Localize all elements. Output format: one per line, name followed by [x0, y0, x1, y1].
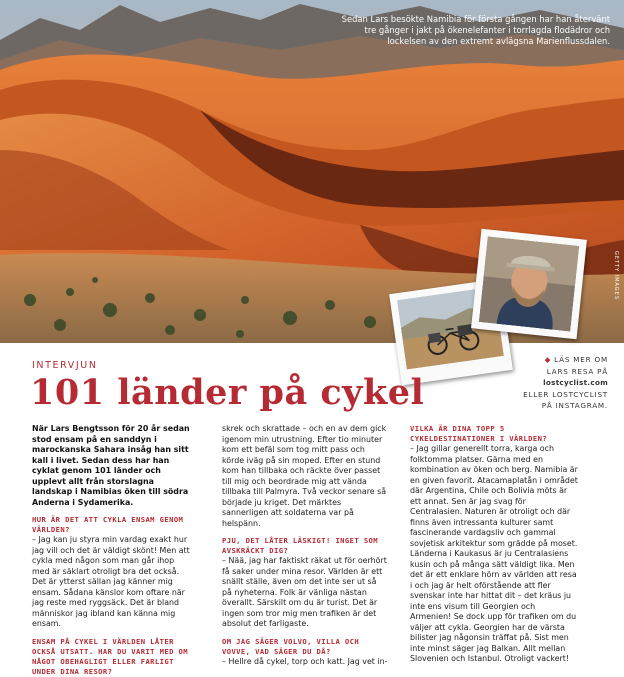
answer-4: – Hellre då cykel, torp och katt. Jag vet in-: [222, 656, 388, 666]
sidebar-line-2: LARS RESA PÅ: [546, 366, 608, 376]
question-5: VILKA ÄR DINA TOPP 5 CYKELDESTINATIONER I VÄRLDEN?: [410, 424, 548, 443]
photo-caption: Sedan Lars besökte Namibia för första gången har han återvänt tre gånger i jakt på ökenelefanter i torrlagda flodädror och lockelsen av den extremt avlägsna Marienflussdalen.: [341, 14, 610, 46]
question-2: ENSAM PÅ CYKEL I VÄRLDEN LÅTER OCKSÅ UTSATT. HAR DU VARIT MED OM NÅGOT OBEHAGLIGT ELLER FARLIGT UNDER DINA RESOR?: [32, 636, 188, 676]
section-label: INTERVJUN: [32, 360, 98, 371]
sidebar-line-1: LÄS MER OM: [554, 355, 608, 364]
article-title: 101 länder på cykel: [30, 372, 425, 413]
column-3: [410, 424, 578, 665]
diamond-icon: ◆: [544, 355, 552, 364]
question-3: PJU, DET LÅTER LÄSKIGT! INGET SOM AVSKRÄCKT DIG?: [222, 536, 378, 555]
answer-3: – Nää, jag har faktiskt räkat ut för oerhört få saker under mina resor. Världen är ett snällt ställe, även om det inte ser ut så på nyheterna. Folk är vänliga nästan överallt. Särskilt om du är turist. Det är ingen som tror mig men trafiken är det absolut det farligaste.: [222, 556, 387, 628]
read-more-note: [490, 354, 608, 412]
answer-2-continued: skrek och skrattade – och en av dem gick igenom min utrustning. Efter tio minuter kom ett befäl som tog mitt pass och körde iväg på sin moped. Efter en stund kom han tillbaka och räckte över passet till mig och beordrade mig att vända tillbaka till Palmyra. Två veckor senare så började ju kriget. Det märktes sannerligen att soldaterna var på helspänn.: [222, 424, 387, 528]
answer-1: – Jag kan ju styra min vardag exakt hur jag vill och det är väldigt skönt! Men att cykla med någon som man går ihop med är säklart otroligt bra det också. Det är ytterst sällan jag känner mig ensam. Sådana känslor kom oftare när jag reste med ryggsäck. Det är bland människor jag ibland kan känna mig ensam.: [32, 535, 190, 628]
column-2: [222, 424, 388, 667]
question-4: OM JAG SÄGER VOLVO, VILLA OCH VOVVE, VAD SÄGER DU DÅ?: [222, 636, 360, 656]
portrait-polaroid-photo: [471, 229, 587, 340]
website-link[interactable]: lostcyclist.com: [543, 378, 608, 387]
lead-paragraph: När Lars Bengtsson för 20 år sedan stod ensam på en sanddyn i marockanska Sahara insåg han sitt kall i livet. Sedan dess har han cyklat genom 101 länder och upplevt allt från storslagna landskap i Namibias öken till södra Anderna i Sydamerika.: [32, 424, 190, 507]
sidebar-line-3: ELLER LOSTCYCLIST: [523, 389, 608, 399]
portrait-image: [479, 236, 579, 331]
sidebar-line-4: PÅ INSTAGRAM.: [541, 401, 608, 410]
question-1: HUR ÄR DET ATT CYKLA ENSAM GENOM VÄRLDEN?: [32, 515, 184, 534]
column-1: [32, 424, 192, 677]
answer-5: – Jag gillar generellt torra, karga och folktomma platser. Gärna med en kombination av öken och berg. Namibia är en given favorit. Atacamaplatån i området där Argentina, Chile och Bolivia möts är ett annat. Sen är jag svag för Centralasien. Naturen är otroligt och där finns även intressanta kulturer samt fascinerande vardagsliv och gammal sovjetisk arkitektur som grädde på moset. Länderna i Kaukasus är ju Centralasiens kusin och på många sätt väldigt lika. Men det är ett enklare hörn av världen att resa i och jag är helt oförstående att fler svenskar inte har hittat dit – det kräus ju inte ens visum till Georgien och Armenien! Se dock upp för trafiken om du väljer att cykla. Georgien har de värsta bilister jag någonsin träffat på. Sist men inte minst säger jag Balkan. Allt mellan Slovenien och Istanbul. Otroligt vackert!: [410, 444, 578, 663]
photo-credit: GETTY IMAGES: [613, 250, 619, 300]
